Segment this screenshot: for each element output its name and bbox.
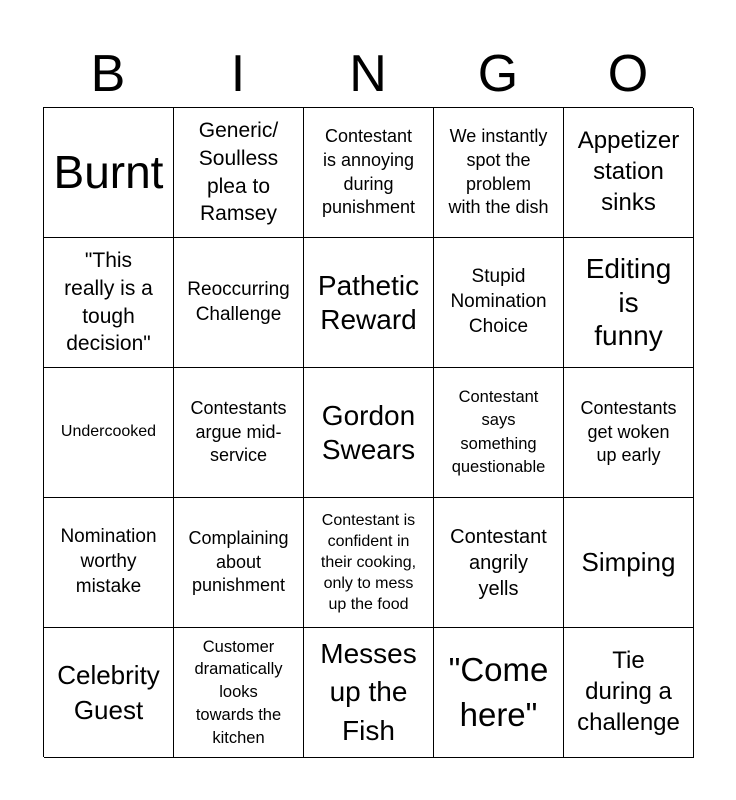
- cell-text: Undercooked: [60, 423, 157, 441]
- bingo-cell-r2-c2[interactable]: [174, 238, 304, 368]
- bingo-cell-r1-c4[interactable]: [434, 108, 564, 238]
- bingo-cell-r1-c2[interactable]: [174, 108, 304, 238]
- bingo-cell-r3-c1[interactable]: [44, 368, 174, 498]
- cell-text: Contestants get woken up early: [580, 397, 677, 466]
- cell-text: Simping: [581, 546, 676, 577]
- bingo-cell-r3-c4[interactable]: [434, 368, 564, 498]
- bingo-cell-r5-c2[interactable]: [174, 628, 304, 758]
- bingo-cell-r4-c3[interactable]: [304, 498, 434, 628]
- header-letter-n: N: [349, 45, 387, 103]
- bingo-cell-r5-c4[interactable]: [434, 628, 564, 758]
- cell-text: Burnt: [53, 146, 164, 199]
- cell-text: Appetizer station sinks: [577, 127, 680, 216]
- cell-text: Nomination worthy mistake: [60, 526, 157, 597]
- bingo-cell-r3-c5[interactable]: [564, 368, 694, 498]
- cell-text: Tie during a challenge: [577, 647, 680, 736]
- cell-text: "Come here": [448, 650, 549, 733]
- bingo-cell-r4-c5[interactable]: [564, 498, 694, 628]
- bingo-cell-r4-c1[interactable]: [44, 498, 174, 628]
- bingo-cell-r3-c3[interactable]: [304, 368, 434, 498]
- bingo-cell-r2-c5[interactable]: [564, 238, 694, 368]
- cell-text: Customer dramatically looks towards the kitchen: [194, 637, 283, 747]
- bingo-header: [43, 40, 693, 108]
- header-letter-b: B: [90, 45, 126, 103]
- bingo-cell-r5-c1[interactable]: [44, 628, 174, 758]
- cell-text: "This really is a tough decision": [64, 249, 153, 356]
- bingo-cell-r2-c4[interactable]: [434, 238, 564, 368]
- cell-text: Celebrity Guest: [57, 660, 160, 725]
- bingo-cell-r1-c3[interactable]: [304, 108, 434, 238]
- bingo-card-grid: [43, 107, 693, 757]
- bingo-cell-r4-c4[interactable]: [434, 498, 564, 628]
- bingo-cell-r3-c2[interactable]: [174, 368, 304, 498]
- bingo-cell-r5-c3[interactable]: [304, 628, 434, 758]
- header-letter-o: O: [607, 45, 649, 103]
- cell-text: Stupid Nomination Choice: [450, 266, 547, 337]
- cell-text: Contestant angrily yells: [450, 525, 547, 600]
- header-letter-g: G: [477, 45, 519, 103]
- bingo-cell-r1-c5[interactable]: [564, 108, 694, 238]
- cell-text: Reoccurring Challenge: [187, 278, 290, 325]
- cell-text: Pathetic Reward: [317, 269, 420, 335]
- cell-text: Contestant is confident in their cooking, only to mess up the food: [320, 511, 417, 614]
- bingo-cell-r2-c3[interactable]: [304, 238, 434, 368]
- cell-text: Editing is funny: [585, 253, 672, 352]
- cell-text: Messes up the Fish: [320, 637, 417, 746]
- cell-text: We instantly spot the problem with the dish: [448, 126, 549, 218]
- header-letter-i: I: [230, 45, 246, 103]
- bingo-cell-r2-c1[interactable]: [44, 238, 174, 368]
- cell-text: Gordon Swears: [321, 399, 416, 465]
- cell-text: Contestant is annoying during punishment: [321, 126, 416, 218]
- bingo-cell-r4-c2[interactable]: [174, 498, 304, 628]
- cell-text: Complaining about punishment: [188, 527, 289, 596]
- bingo-cell-r1-c1[interactable]: [44, 108, 174, 238]
- cell-text: Contestants argue mid- service: [190, 397, 287, 466]
- cell-text: Generic/ Soulless plea to Ramsey: [198, 119, 279, 226]
- bingo-cell-r5-c5[interactable]: [564, 628, 694, 758]
- cell-text: Contestant says something questionable: [451, 388, 546, 476]
